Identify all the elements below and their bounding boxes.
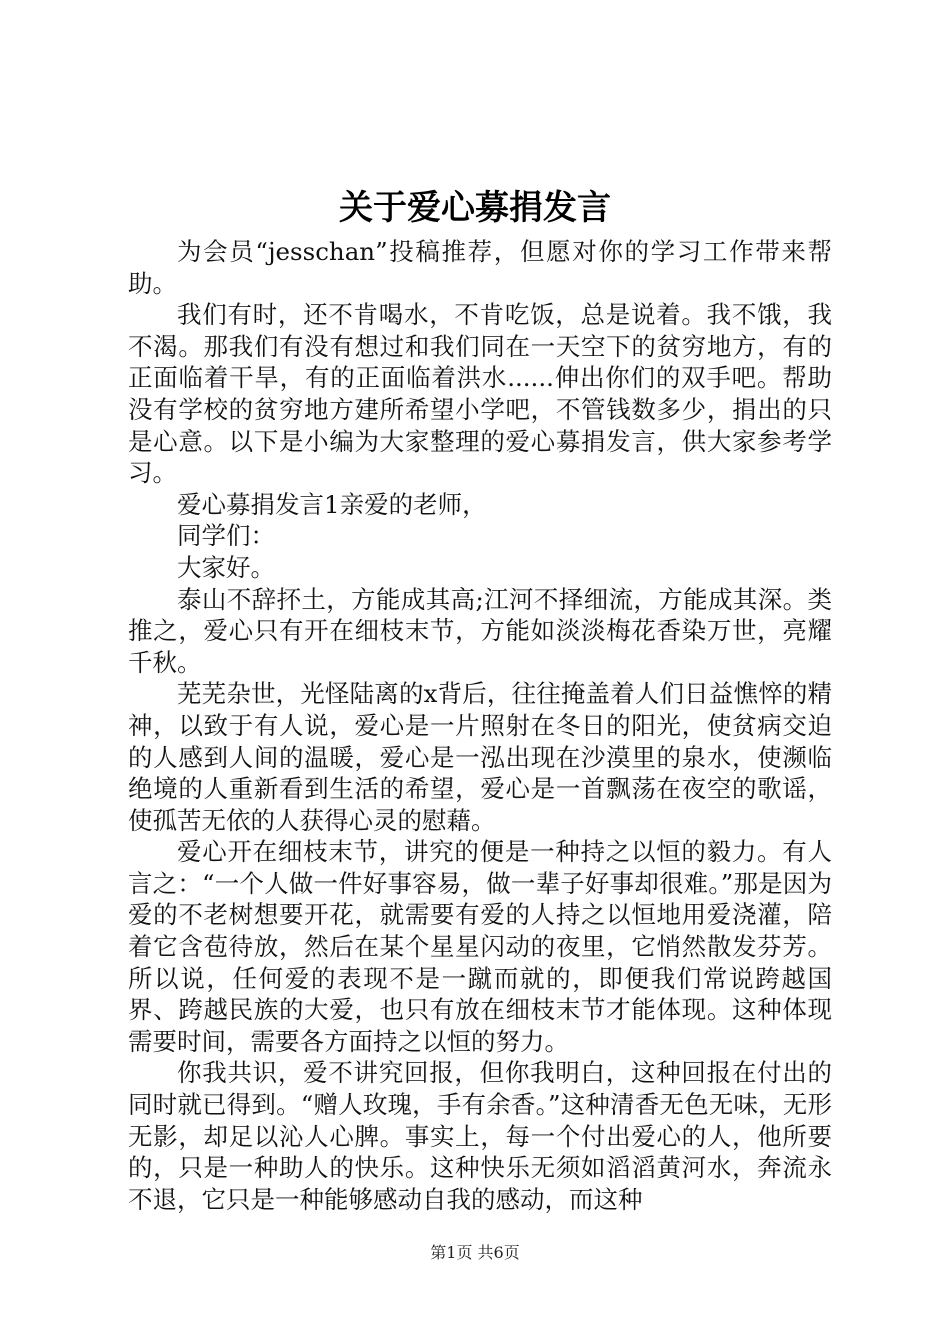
paragraph-salutation: 爱心募捐发言1亲爱的老师， [177,489,487,519]
paragraph-greeting: 大家好。 [177,552,275,582]
paragraph-preface: 我们有时，还不肯喝水，不肯吃饭，总是说着。我不饿，我不渴。那我们有没有想过和我们同在一天空下的贫穷地方，有的正面临着干旱，有的正面临着洪水......伸出你们的双手吧。帮助没有学校的贫穷地方建所希望小学吧，不管钱数多少，捐出的只是心意。以下是小编为大家整理的爱心募捐发言，供大家参考学习。 [128,300,832,488]
paragraph-students: 同学们： [177,521,275,551]
paragraph-persistence: 爱心开在细枝末节，讲究的便是一种持之以恒的毅力。有人言之：“一个人做一件好事容易，做一辈子好事却很难。”那是因为爱的不老树想要开花，就需要有爱的人持之以恒地用爱浇灌，陪着它含苞待放，然后在某个星星闪动的夜里，它悄然散发芬芳。所以说，任何爱的表现不是一蹴而就的，即便我们常说跨越国界、跨越民族的大爱，也只有放在细枝末节才能体现。这种体现需要时间，需要各方面持之以恒的努力。 [128,837,832,1056]
paragraph-reward: 你我共识，爱不讲究回报，但你我明白，这种回报在付出的同时就已得到。“赠人玫瑰，手有余香。”这种清香无色无味，无形无影，却足以沁人心脾。事实上，每一个付出爱心的人，他所要的，只是一种助人的快乐。这种快乐无须如滔滔黄河水，奔流永不退，它只是一种能够感动自我的感动，而这种 [128,1058,832,1214]
paragraph-intro: 为会员“jesschan”投稿推荐，但愿对你的学习工作带来帮助。 [128,237,832,298]
document-body [128,236,832,1215]
paragraph-taishan: 泰山不辞抔土，方能成其高;江河不择细流，方能成其深。类推之，爱心只有开在细枝末节，方能如淡淡梅花香染万世，亮耀千秋。 [128,584,832,677]
paragraph-world: 芜芜杂世，光怪陆离的x背后，往往掩盖着人们日益憔悴的精神，以致于有人说，爱心是一片照射在冬日的阳光，使贫病交迫的人感到人间的温暖，爱心是一泓出现在沙漠里的泉水，使濒临绝境的人重新看到生活的希望，爱心是一首飘荡在夜空的歌谣，使孤苦无依的人获得心灵的慰藉。 [128,679,832,835]
document-title: 关于爱心募捐发言 [339,188,611,228]
page-number: 第1页 共6页 [430,1243,520,1262]
